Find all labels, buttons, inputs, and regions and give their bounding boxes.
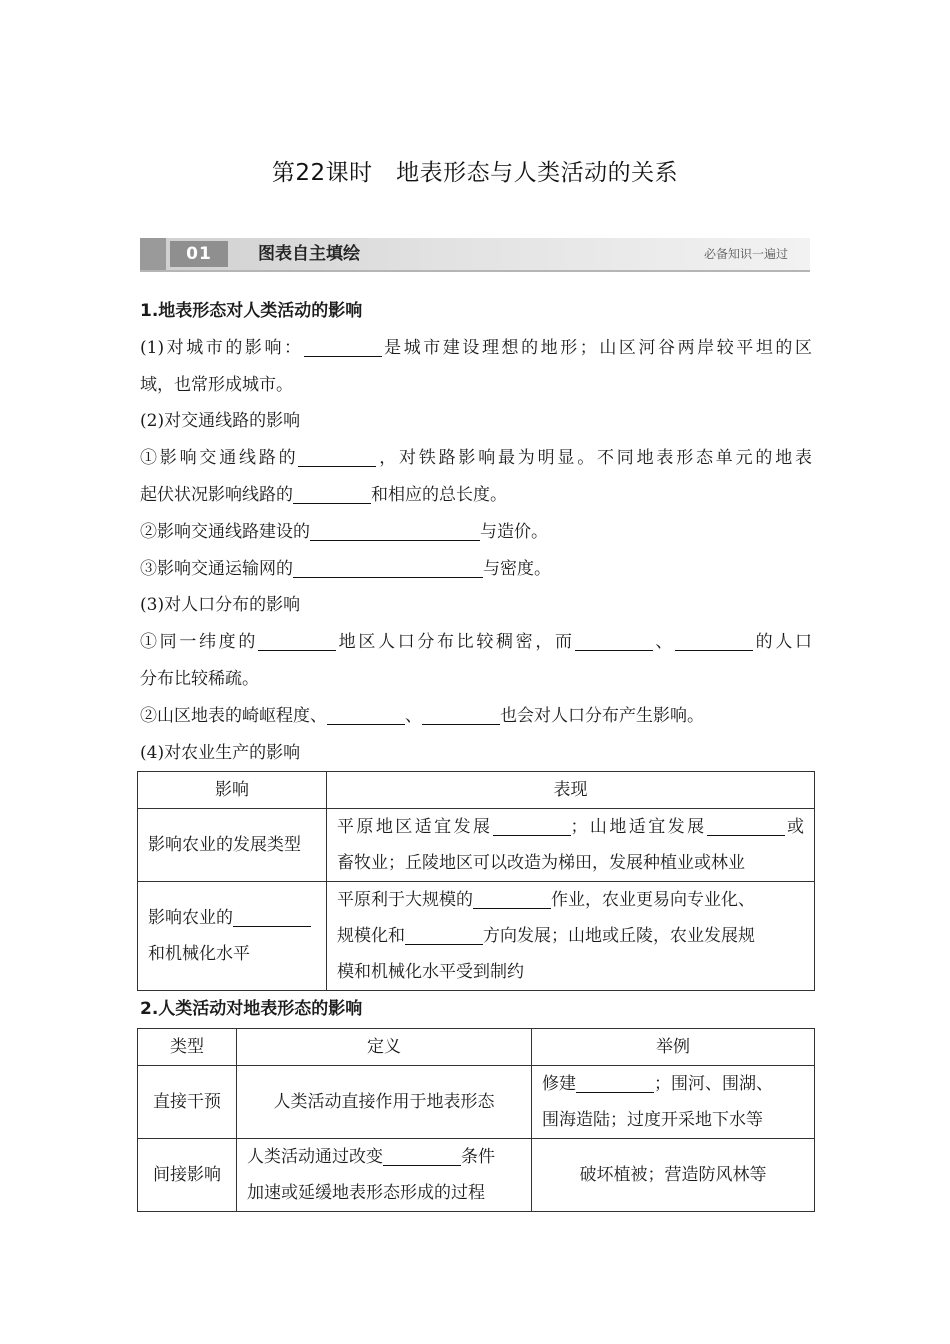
cell-text: 规模化和: [337, 926, 405, 947]
table-header-cell: 影响: [138, 772, 327, 809]
table-header-cell: 表现: [327, 772, 815, 809]
section-banner: [140, 238, 810, 272]
table-header-cell: 举例: [532, 1029, 815, 1066]
traffic-line-4: [140, 551, 812, 588]
agriculture-table: [137, 771, 815, 991]
cell-text: 条件: [461, 1147, 495, 1168]
population-line-1: [140, 624, 812, 661]
cell-text: 人类活动通过改变: [247, 1147, 383, 1168]
banner-label: 图表自主填绘: [258, 244, 360, 264]
cell-line: [247, 1139, 521, 1175]
cell-line: 围海造陆；过度开采地下水等: [542, 1110, 763, 1131]
population-text: ②山区地表的崎岖程度、: [140, 705, 327, 726]
cell-text: 方向发展；山地或丘陵，农业发展规: [483, 926, 755, 947]
city-text-b: 是城市建设理想的地形；山区河谷两岸较平坦的区: [381, 337, 812, 358]
city-line-2: 域，也常形成城市。: [140, 374, 293, 395]
fill-blank[interactable]: [310, 520, 480, 541]
table-cell: 直接干预: [138, 1066, 237, 1139]
table-cell: [532, 1066, 815, 1139]
table-header-cell: 类型: [138, 1029, 237, 1066]
fill-blank[interactable]: [304, 336, 382, 357]
table-cell: 破坏植被；营造防风林等: [532, 1139, 815, 1212]
table-row: [138, 1066, 815, 1139]
fill-blank[interactable]: [258, 630, 336, 651]
cell-text: 修建: [542, 1074, 576, 1095]
fill-blank[interactable]: [298, 446, 376, 467]
cell-text: 影响农业的: [148, 908, 233, 929]
population-text: 的人口: [753, 632, 813, 653]
traffic-text: ①影响交通线路的: [140, 448, 299, 469]
population-text: 也会对人口分布产生影响。: [500, 705, 704, 726]
table-cell: [327, 809, 815, 882]
cell-text: ；山地适宜发展: [570, 817, 707, 838]
fill-blank[interactable]: [493, 815, 571, 836]
table-header-row: [138, 1029, 815, 1066]
population-line-2: 分布比较稀疏。: [140, 668, 259, 689]
cell-line: [337, 882, 804, 918]
page-title: 第22课时 地表形态与人类活动的关系: [271, 160, 679, 186]
traffic-text: 与密度。: [483, 558, 551, 579]
table-cell: [237, 1139, 532, 1212]
population-text: ①同一纬度的: [140, 632, 258, 653]
section-1-heading: 1.地表形态对人类活动的影响: [140, 301, 363, 321]
fill-blank[interactable]: [327, 704, 405, 725]
fill-blank[interactable]: [473, 888, 551, 909]
table-header-cell: 定义: [237, 1029, 532, 1066]
traffic-text: ③影响交通运输网的: [140, 558, 293, 579]
cell-line: [337, 809, 804, 845]
traffic-text: ，对铁路影响最为明显。不同地表形态单元的地表: [376, 448, 813, 469]
fill-blank[interactable]: [383, 1145, 461, 1166]
traffic-line-1: [140, 440, 812, 477]
population-heading: (3)对人口分布的影响: [140, 595, 301, 616]
fill-blank[interactable]: [576, 1072, 654, 1093]
banner-right-text: 必备知识一遍过: [703, 247, 788, 261]
cell-text: 平原地区适宜发展: [337, 817, 493, 838]
population-text: 、: [405, 705, 422, 726]
traffic-text: 起伏状况影响线路的: [140, 484, 293, 505]
table-cell: 人类活动直接作用于地表形态: [237, 1066, 532, 1139]
agriculture-heading: (4)对农业生产的影响: [140, 742, 301, 763]
table-row: [138, 882, 815, 991]
table-row: [138, 1139, 815, 1212]
cell-line: 加速或延缓地表形态形成的过程: [247, 1183, 485, 1204]
section-2-heading: 2.人类活动对地表形态的影响: [140, 999, 363, 1020]
fill-blank[interactable]: [293, 483, 371, 504]
city-line-1: [140, 330, 812, 367]
banner-stripe: [140, 238, 166, 270]
fill-blank[interactable]: [675, 630, 753, 651]
table-cell: 影响农业的发展类型: [138, 809, 327, 882]
human-activity-table: [137, 1028, 815, 1212]
population-text: 地区人口分布比较稠密，而: [336, 632, 575, 653]
cell-line: 和机械化水平: [148, 944, 250, 965]
main-content: [140, 293, 812, 1212]
population-text: 、: [652, 632, 676, 653]
cell-line: 模和机械化水平受到制约: [337, 962, 524, 983]
cell-text: 作业，农业更易向专业化、: [551, 890, 755, 911]
cell-line: [148, 900, 316, 936]
fill-blank[interactable]: [422, 704, 500, 725]
table-cell: [327, 882, 815, 991]
table-row: [138, 809, 815, 882]
cell-text: ；围河、围湖、: [654, 1074, 773, 1095]
cell-line: 畜牧业；丘陵地区可以改造为梯田，发展种植业或林业: [337, 853, 745, 874]
city-text-a: (1)对城市的影响：: [140, 337, 304, 358]
table-header-row: [138, 772, 815, 809]
cell-text: 平原利于大规模的: [337, 890, 473, 911]
traffic-text: 和相应的总长度。: [371, 484, 507, 505]
banner-number: 01: [170, 241, 228, 267]
population-line-3: [140, 698, 812, 735]
fill-blank[interactable]: [707, 815, 785, 836]
traffic-text: 与造价。: [480, 521, 548, 542]
fill-blank[interactable]: [293, 557, 483, 578]
traffic-heading: (2)对交通线路的影响: [140, 411, 301, 432]
traffic-text: ②影响交通线路建设的: [140, 521, 310, 542]
table-cell: 间接影响: [138, 1139, 237, 1212]
cell-line: [337, 918, 804, 954]
fill-blank[interactable]: [575, 630, 653, 651]
cell-line: [542, 1066, 804, 1102]
fill-blank[interactable]: [233, 906, 311, 927]
fill-blank[interactable]: [405, 924, 483, 945]
traffic-line-2: [140, 477, 812, 514]
traffic-line-3: [140, 514, 812, 551]
table-cell: [138, 882, 327, 991]
cell-text: 或: [784, 817, 804, 838]
